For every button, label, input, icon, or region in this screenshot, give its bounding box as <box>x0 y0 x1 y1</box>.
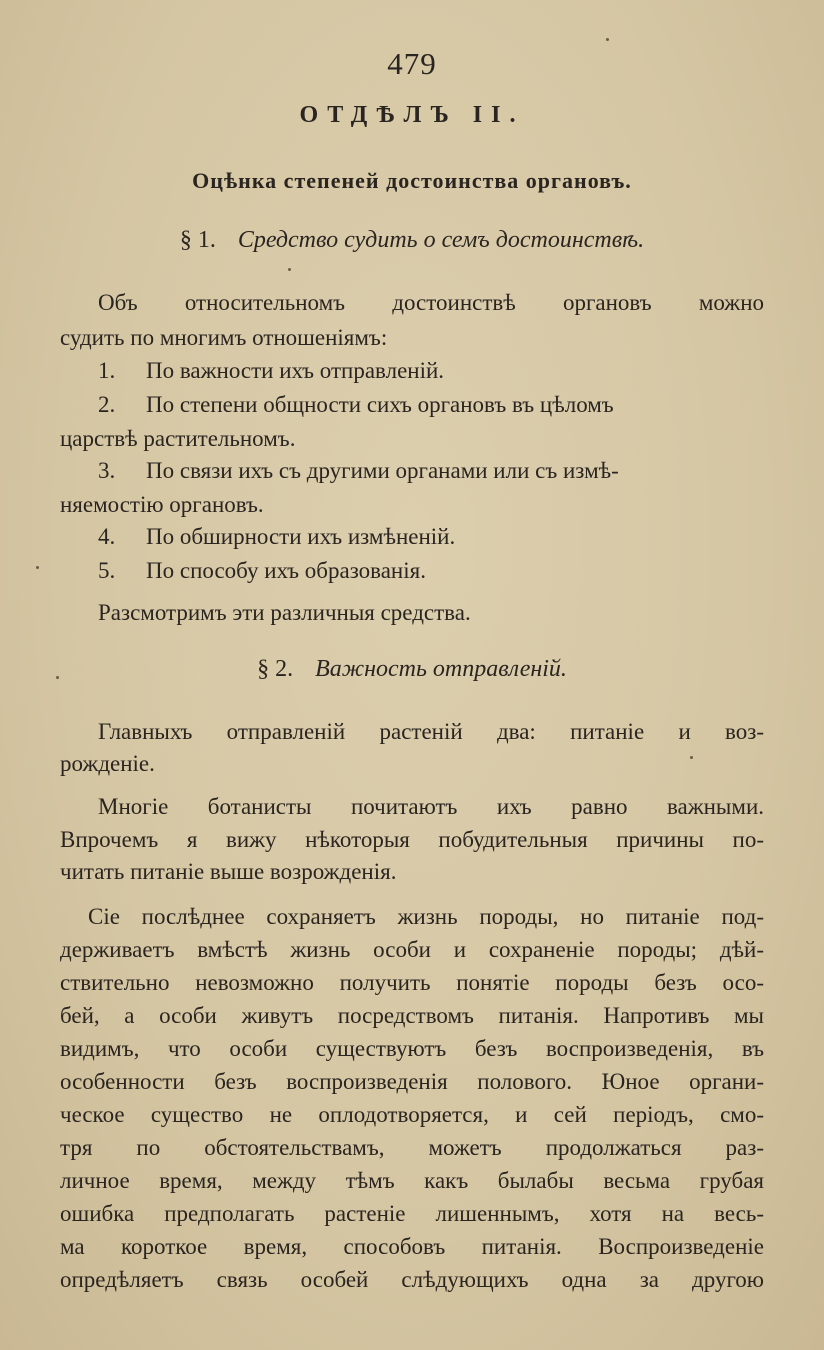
text-line: няемостію органовъ. <box>60 492 264 517</box>
paragraph-number: § 2. <box>257 656 294 682</box>
text-line: Сіе послѣднее сохраняетъ жизнь породы, но питаніе под- <box>88 904 764 929</box>
list-text: По степени общности сихъ органовъ въ цѣломъ <box>146 392 614 417</box>
paper-speck <box>606 38 609 41</box>
text-line: ошибка предполагать растеніе лишеннымъ, хотя на весь- <box>60 1201 764 1226</box>
text-line: ствительно невозможно получить понятіе породы безъ осо- <box>60 970 764 995</box>
list-text: По важности ихъ отправленій. <box>146 358 445 383</box>
paper-speck <box>56 676 59 679</box>
text-line: личное время, между тѣмъ какъ былабы весьма грубая <box>60 1168 764 1193</box>
list-item <box>98 390 764 420</box>
paper-speck <box>288 268 291 271</box>
paragraph-heading-1 <box>0 227 824 254</box>
list-text: По способу ихъ образованія. <box>146 558 426 583</box>
text-line: рожденіе. <box>60 751 155 776</box>
text-line: ческое существо не оплодотворяется, и сей періодъ, смо- <box>60 1102 764 1127</box>
text-line: ма короткое время, способовъ питанія. Воспроизведеніе <box>60 1234 764 1259</box>
list-number: 1. <box>98 358 116 383</box>
list-number: 5. <box>98 558 116 583</box>
text-line: видимъ, что особи существуютъ безъ воспроизведенія, въ <box>60 1036 764 1061</box>
text-line: Впрочемъ я вижу нѣкоторыя побудительныя причины по- <box>60 827 764 852</box>
paper-speck <box>690 756 693 759</box>
paragraph-title: Важность отправленій. <box>315 656 567 682</box>
text-line: судить по многимъ отношеніямъ: <box>60 325 388 350</box>
list-number: 4. <box>98 524 116 549</box>
list-item <box>98 456 764 486</box>
paragraph-title: Средство судить о семъ достоинствѣ. <box>237 227 645 253</box>
text-line: Объ относительномъ достоинствѣ органовъ можно <box>98 290 764 315</box>
text-line: опредѣляетъ связь особей слѣдующихъ одна за другою <box>60 1267 764 1292</box>
list-text: По связи ихъ съ другими органами или съ измѣ- <box>146 458 619 483</box>
text-line: Главныхъ отправленій растеній два: питаніе и воз- <box>98 719 764 744</box>
text-line: читать питаніе выше возрожденія. <box>60 859 397 884</box>
paper-speck <box>36 566 39 569</box>
text-line: особенности безъ воспроизведенія полового. Юное органи- <box>60 1069 764 1094</box>
paragraph-number: § 1. <box>179 227 216 253</box>
list-item <box>98 522 802 552</box>
text-line: тря по обстоятельствамъ, можетъ продолжаться раз- <box>60 1135 764 1160</box>
list-number: 3. <box>98 458 116 483</box>
text-line: держиваетъ вмѣстѣ жизнь особи и сохраненіе породы; дѣй- <box>60 937 764 962</box>
paragraph-heading-2 <box>0 656 824 683</box>
list-text: По обширности ихъ измѣненій. <box>146 524 456 549</box>
text-line: царствѣ растительномъ. <box>60 426 296 451</box>
section-subtitle: Оцѣнка степеней достоинства органовъ. <box>192 168 632 193</box>
page-number: 479 <box>387 46 437 81</box>
section-title: ОТДѢЛЪ II. <box>299 102 525 128</box>
list-item <box>98 356 802 386</box>
text-line: Многіе ботанисты почитаютъ ихъ равно важными. <box>98 794 764 819</box>
list-number: 2. <box>98 392 116 417</box>
text-line: бей, а особи живутъ посредствомъ питанія. Напротивъ мы <box>60 1003 764 1028</box>
list-item <box>98 556 802 586</box>
text-line: Разсмотримъ эти различныя средства. <box>98 600 471 625</box>
